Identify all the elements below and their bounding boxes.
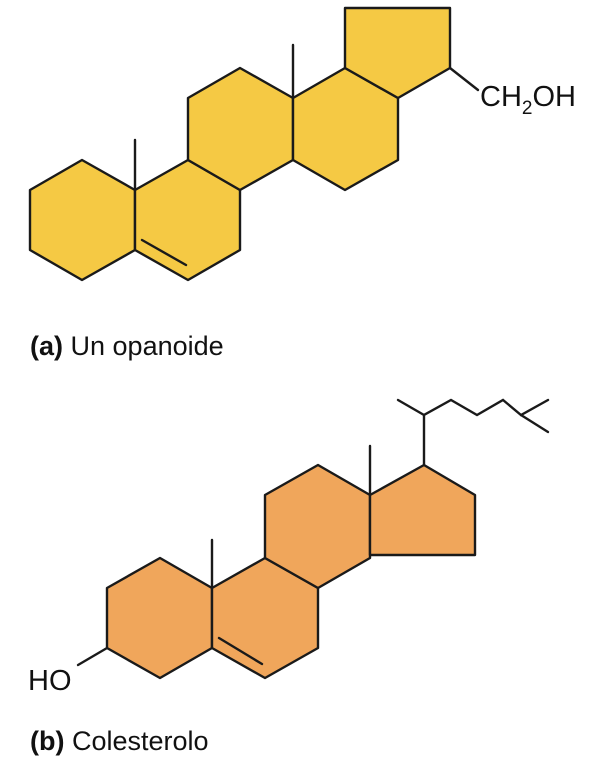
caption-a — [30, 331, 224, 362]
caption-b — [30, 726, 209, 757]
caption-b-prefix: (b) — [30, 726, 65, 756]
hopanoid-ch2oh-label — [480, 81, 576, 119]
cholesterol-side-methyl-1 — [398, 400, 424, 415]
hopanoid-ring-a — [30, 160, 135, 280]
cholesterol-ring-d — [370, 465, 475, 555]
caption-a-prefix: (a) — [30, 331, 63, 361]
hopanoid-structure — [30, 8, 576, 280]
caption-b-text: Colesterolo — [72, 726, 209, 756]
ch-text: CH — [480, 81, 522, 113]
cholesterol-ho-bond — [78, 648, 107, 665]
hopanoid-side-bond — [450, 68, 478, 90]
cholesterol-ho-label: HO — [28, 665, 72, 697]
subscript-2: 2 — [521, 98, 533, 119]
cholesterol-side-chain — [424, 400, 548, 465]
cholesterol-side-methyl-2 — [521, 415, 548, 432]
cholesterol-ring-a — [107, 558, 212, 678]
oh-text: OH — [532, 81, 576, 113]
cholesterol-structure — [28, 400, 548, 697]
caption-a-text: Un opanoide — [70, 331, 224, 361]
